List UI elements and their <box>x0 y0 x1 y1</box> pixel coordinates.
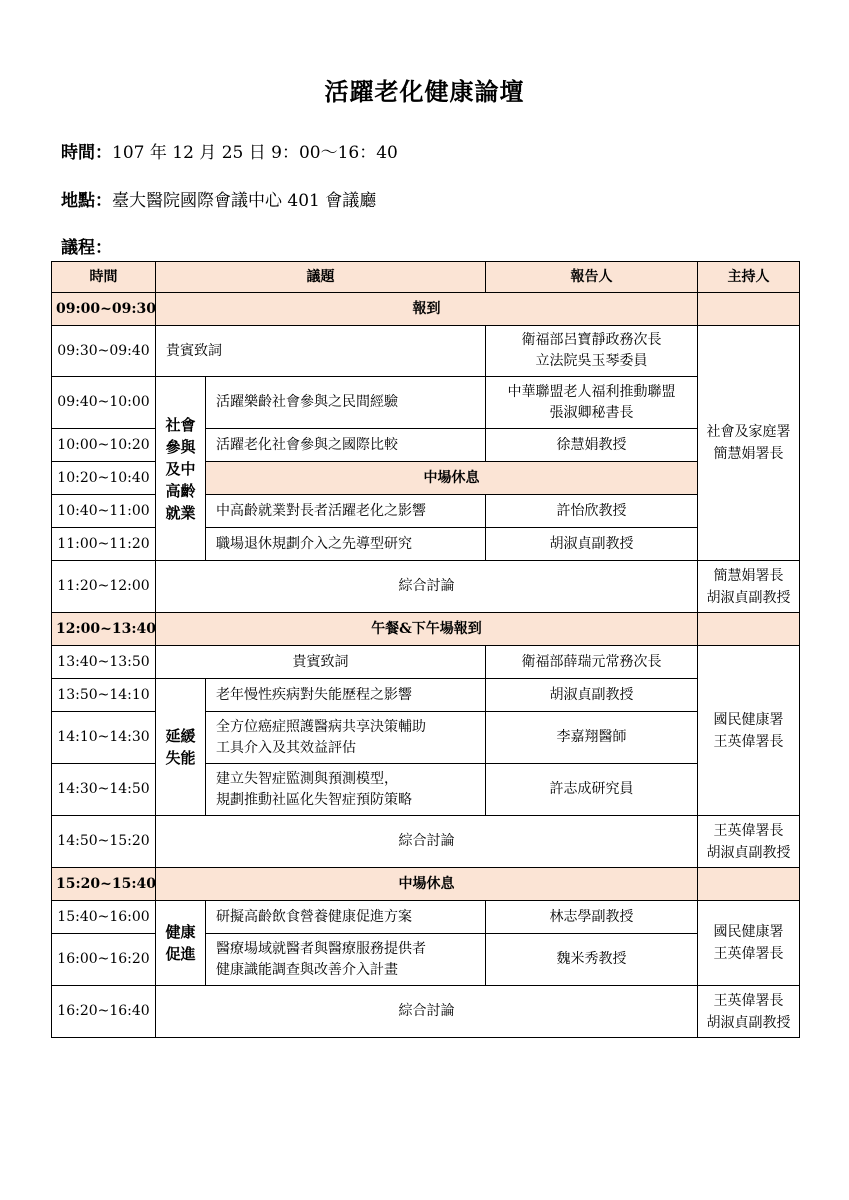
place-value: 臺大醫院國際會議中心 401 會議廳 <box>112 191 377 211</box>
registration-cell: 報到 <box>156 293 698 326</box>
speaker-line: 衛福部呂寶靜政務次長 <box>521 332 662 348</box>
host-cell-afternoon-2 <box>698 901 800 986</box>
row-topic <box>206 764 486 816</box>
row-topic: 貴賓致詞 <box>156 326 486 377</box>
row-speaker <box>486 326 698 377</box>
row-time: 09:40~10:00 <box>52 377 156 429</box>
row-time: 15:20~15:40 <box>52 868 156 901</box>
row-host <box>698 986 800 1038</box>
table-row <box>52 816 800 868</box>
table-row <box>52 901 800 934</box>
discussion-cell: 綜合討論 <box>156 986 698 1038</box>
topic-line: 工具介入及其效益評估 <box>216 739 356 756</box>
host-line: 王英偉署長 <box>713 992 784 1009</box>
row-topic <box>206 934 486 986</box>
row-speaker: 胡淑貞副教授 <box>486 679 698 712</box>
session-text: 及中 <box>165 459 196 478</box>
row-topic: 貴賓致詞 <box>156 646 486 679</box>
row-time: 12:00~13:40 <box>52 613 156 646</box>
session-text: 社會 <box>165 415 196 434</box>
row-time: 14:30~14:50 <box>52 764 156 816</box>
table-row <box>52 646 800 679</box>
row-topic: 活躍老化社會參與之國際比較 <box>206 429 486 462</box>
row-topic: 老年慢性疾病對失能歷程之影響 <box>206 679 486 712</box>
header-topic: 議題 <box>156 262 486 293</box>
session-label-social <box>156 377 206 561</box>
page-title: 活躍老化健康論壇 <box>324 77 525 106</box>
row-time: 16:00~16:20 <box>52 934 156 986</box>
row-time: 10:00~10:20 <box>52 429 156 462</box>
row-speaker: 徐慧娟教授 <box>486 429 698 462</box>
discussion-cell: 綜合討論 <box>156 561 698 613</box>
topic-line: 醫療場域就醫者與醫療服務提供者 <box>216 940 426 957</box>
row-speaker: 林志學副教授 <box>486 901 698 934</box>
speaker-line: 張淑卿秘書長 <box>549 404 634 421</box>
speaker-line: 中華聯盟老人福利推動聯盟 <box>507 383 676 400</box>
host-line: 胡淑貞副教授 <box>706 844 791 861</box>
row-time: 11:20~12:00 <box>52 561 156 613</box>
table-row <box>52 868 800 901</box>
event-place <box>61 186 376 211</box>
table-row <box>52 561 800 613</box>
session-text: 就業 <box>165 503 196 522</box>
row-topic: 研擬高齡飲食營養健康促進方案 <box>206 901 486 934</box>
table-row <box>52 293 800 326</box>
host-line: 王英偉署長 <box>713 822 784 839</box>
row-host <box>698 816 800 868</box>
agenda-heading <box>61 233 112 258</box>
host-line: 社會及家庭署 <box>706 424 791 440</box>
row-time: 10:20~10:40 <box>52 462 156 495</box>
row-topic: 中高齡就業對長者活躍老化之影響 <box>206 495 486 528</box>
table-header-row <box>52 262 800 293</box>
host-line: 國民健康署 <box>713 924 784 940</box>
row-time: 14:10~14:30 <box>52 712 156 764</box>
topic-line: 建立失智症監測與預測模型， <box>216 770 398 787</box>
time-label: 時間： <box>61 143 112 163</box>
row-speaker <box>486 377 698 429</box>
row-time: 13:50~14:10 <box>52 679 156 712</box>
host-line: 胡淑貞副教授 <box>706 1014 791 1031</box>
host-line: 王英偉署長 <box>713 733 784 750</box>
empty-host-cell <box>698 868 800 901</box>
session-text: 延緩 <box>165 727 196 745</box>
place-label: 地點： <box>61 191 112 211</box>
agenda-table <box>51 261 800 1038</box>
discussion-cell: 綜合討論 <box>156 816 698 868</box>
topic-line: 規劃推動社區化失智症預防策略 <box>216 791 412 808</box>
session-text: 健康 <box>165 923 196 941</box>
host-cell-morning <box>698 326 800 561</box>
row-time: 09:30~09:40 <box>52 326 156 377</box>
table-row <box>52 986 800 1038</box>
row-host <box>698 561 800 613</box>
row-topic: 職場退休規劃介入之先導型研究 <box>206 528 486 561</box>
session-text: 促進 <box>165 945 196 963</box>
table-row <box>52 377 800 429</box>
row-time: 16:20~16:40 <box>52 986 156 1038</box>
row-speaker: 許怡欣教授 <box>486 495 698 528</box>
row-speaker: 魏米秀教授 <box>486 934 698 986</box>
agenda-label: 議程： <box>61 238 112 258</box>
session-text: 高齡 <box>165 481 196 500</box>
row-time: 10:40~11:00 <box>52 495 156 528</box>
header-speaker: 報告人 <box>486 262 698 293</box>
row-time: 09:00~09:30 <box>52 293 156 326</box>
row-topic: 活躍樂齡社會參與之民間經驗 <box>206 377 486 429</box>
host-line: 簡慧娟署長 <box>713 567 784 584</box>
row-time: 13:40~13:50 <box>52 646 156 679</box>
empty-host-cell <box>698 293 800 326</box>
empty-host-cell <box>698 613 800 646</box>
lunch-cell: 午餐&下午場報到 <box>156 613 698 646</box>
header-host: 主持人 <box>698 262 800 293</box>
row-speaker: 許志成研究員 <box>486 764 698 816</box>
row-topic <box>206 712 486 764</box>
topic-line: 健康識能調查與改善介入計畫 <box>216 961 398 978</box>
host-line: 胡淑貞副教授 <box>706 589 791 606</box>
row-speaker: 衛福部薛瑞元常務次長 <box>486 646 698 679</box>
host-line: 王英偉署長 <box>713 946 784 962</box>
table-row <box>52 679 800 712</box>
topic-line: 全方位癌症照護醫病共享決策輔助 <box>216 718 426 735</box>
break-cell: 中場休息 <box>206 462 698 495</box>
row-speaker: 李嘉翔醫師 <box>486 712 698 764</box>
row-time: 15:40~16:00 <box>52 901 156 934</box>
header-time: 時間 <box>52 262 156 293</box>
session-text: 參與 <box>165 437 196 456</box>
session-label-disability <box>156 679 206 816</box>
host-line: 簡慧娟署長 <box>713 446 784 462</box>
time-value: 107 年 12 月 25 日 9：00～16：40 <box>112 143 398 163</box>
table-row <box>52 613 800 646</box>
speaker-line: 立法院吳玉琴委員 <box>535 353 648 369</box>
row-time: 11:00~11:20 <box>52 528 156 561</box>
row-speaker: 胡淑貞副教授 <box>486 528 698 561</box>
row-time: 14:50~15:20 <box>52 816 156 868</box>
event-time <box>61 138 398 163</box>
session-label-health <box>156 901 206 986</box>
table-row <box>52 326 800 377</box>
break-cell: 中場休息 <box>156 868 698 901</box>
session-text: 失能 <box>165 749 196 767</box>
host-cell-afternoon <box>698 646 800 816</box>
host-line: 國民健康署 <box>713 711 784 728</box>
